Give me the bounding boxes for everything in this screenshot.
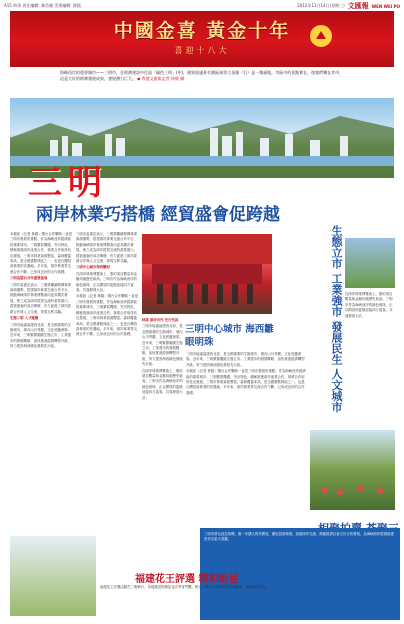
bluebox-text: 三明市將以此為契機，進一步擴大對外開放，優化投資環境，加強兩岸交流，推動經濟社會又好又快發展，為海峽西岸經濟區建設作出更大貢獻。 [204, 532, 394, 542]
intro-text [60, 70, 344, 82]
intro-credit: ◆ 香港文匯報記者 林健 攝 [137, 76, 185, 81]
nursery-photo [310, 430, 395, 510]
intro-body: 海峽西岸的重要城市——三明市，在經濟建設中打造「綠色三明」(中)，國家級風景名勝區泰寧大金湖（右）是一塊福地。市區中的景點實在，遊客們樂在其中，這是大好的經濟發展成果，發展潛力巨大。 [60, 70, 344, 81]
section-head-left-2: 生態三明 人才匯聚 [10, 316, 39, 321]
left-column [10, 232, 74, 532]
paper-name-en: WEN WEI PO [371, 3, 400, 9]
second-column [76, 232, 140, 532]
middle-column [142, 318, 184, 553]
col1-text: 本報訊（記者 林健）閩台合作戰略一直是三明市發展的重點。作為海峽西岸經濟區的重要城市，三明緊抓機遇，突出特色，積極推進兩岸產業合作，林業合作取得長足發展。三明市林業資源豐富，森林覆蓋率高，是全國重點林區之一，也是台灣投資林業的首選地。多年來，兩岸林業界交流合作不斷，已形成良好的合作基礎。 [10, 232, 73, 274]
top-banner [10, 11, 394, 67]
section-head-mid-1: 林業 兩岸合作 先行先試 [142, 318, 179, 322]
footer-text: 福建花王評選活動在三明舉行，各地選送的精品花卉爭奇鬥艷，吸引了眾多市民和遊客前來觀賞，活動精彩紛呈。 [100, 585, 270, 589]
col4-text: 在兩岸林業博覽會上，簽約項目數量和金額均創歷史新高。三明市作為海峽西岸的綠色明珠，正以開放的姿態迎接四方賓客，共謀發展大計。 [76, 271, 138, 293]
mid-feature-heading: 三明中心城市 海西雛眼明珠 [185, 324, 274, 348]
mid-text: 三明市地處福建西北部，是全國重要的生態城市，境內山川秀麗，文化底蘊深厚。近年來，三明緊緊圍繞生態立市、工業強市的發展戰略，加快推進經濟轉型升級，努力建設海西綠色發展先行區。 [142, 324, 183, 367]
section-head-left-1: 三明為閩台合作重要基地 [10, 276, 48, 281]
banner-subtitle: 喜迎十八大 [174, 46, 230, 55]
mid-text-2: 在兩岸林業博覽會上，簽約項目數量和金額均創歷史新高。三明市作為海峽西岸的綠色明珠，正以開放的姿態迎接四方賓客，共謀發展大計。 [142, 368, 183, 400]
mid-right-text: 三明市地處福建西北部，是全國重要的生態城市，境內山川秀麗，文化底蘊深厚。近年來，三明緊緊圍繞生態立市、工業強市的發展戰略，加快推進經濟轉型升級，努力建設海西綠色發展先行區。 [186, 352, 305, 367]
ceremony-photo [142, 234, 272, 314]
col3-text: 三明市地處福建西北部，是全國重要的生態城市，境內山川秀麗，文化底蘊深厚。近年來，三明緊緊圍繞生態立市、工業強市的發展戰略，加快推進經濟轉型升級，努力建設海西綠色發展先行區。 [10, 322, 72, 349]
mid-right-text-2: 本報訊（記者 林健）閩台合作戰略一直是三明市發展的重點。作為海峽西岸經濟區的重要城市，三明緊抓機遇，突出特色，積極推進兩岸產業合作，林業合作取得長足發展。三明市林業資源豐富，森林覆蓋率高，是全國重點林區之一，也是台灣投資林業的首選地。多年來，兩岸林業界交流合作不斷，已形成良好的合作基礎。 [186, 369, 306, 395]
flower-contest-heading: 福建花王評選 精彩紛呈 [135, 574, 239, 585]
vertical-title: 生態立市 工業強市 發展民生 人文城市 [330, 225, 343, 413]
page-header [0, 0, 404, 10]
mid-right-column [186, 352, 306, 522]
right-column [345, 292, 395, 427]
col2-text: 三明市委書記表示，三明將繼續發揮林業資源優勢，搭建兩岸林業交流合作平台，推動海峽兩岸林業博覽會向更高層次發展，使之成為兩岸經貿交流的重要窗口。經貿盛會的成功舉辦，有力促進了兩岸經濟合作與人文交流，實現互利共贏。 [10, 282, 72, 314]
paper-logo: 文匯報 [347, 1, 369, 10]
river-photo [345, 238, 395, 288]
headline: 三明 [28, 163, 108, 203]
masthead [297, 1, 400, 11]
banner-title: 中國金喜 黃金十年 [113, 20, 291, 42]
date-line: 2012年11月14日(星期三) [297, 3, 345, 8]
col1b-text: 本報訊（記者 林健）閩台合作戰略一直是三明市發展的重點。作為海峽西岸經濟區的重要城市，三明緊抓機遇，突出特色，積極推進兩岸產業合作，林業合作取得長足發展。三明市林業資源豐富，森林覆蓋率高，是全國重點林區之一，也是台灣投資林業的首選地。多年來，兩岸林業界交流合作不斷，已形成良好的合作基礎。 [76, 294, 139, 337]
right-text: 在兩岸林業博覽會上，簽約項目數量和金額均創歷史新高。三明市作為海峽西岸的綠色明珠，正以開放的姿態迎接四方賓客，共謀發展大計。 [345, 292, 393, 318]
subheadline: 兩岸林業巧搭橋 經貿盛會促跨越 [36, 205, 280, 225]
section-head-left-3: 三明中心城市海西雛形 [76, 265, 110, 270]
col2b-text: 三明市委書記表示，三明將繼續發揮林業資源優勢，搭建兩岸林業交流合作平台，推動海峽兩岸林業博覽會向更高層次發展，使之成為兩岸經貿交流的重要窗口。經貿盛會的成功舉辦，有力促進了兩岸經濟合作與人文交流，實現互利共贏。 [76, 232, 138, 264]
flower-photo [10, 536, 96, 616]
page-info: A15 時事 責任編輯: 黎美珊 美術編輯: 鄧銘 [4, 3, 81, 8]
